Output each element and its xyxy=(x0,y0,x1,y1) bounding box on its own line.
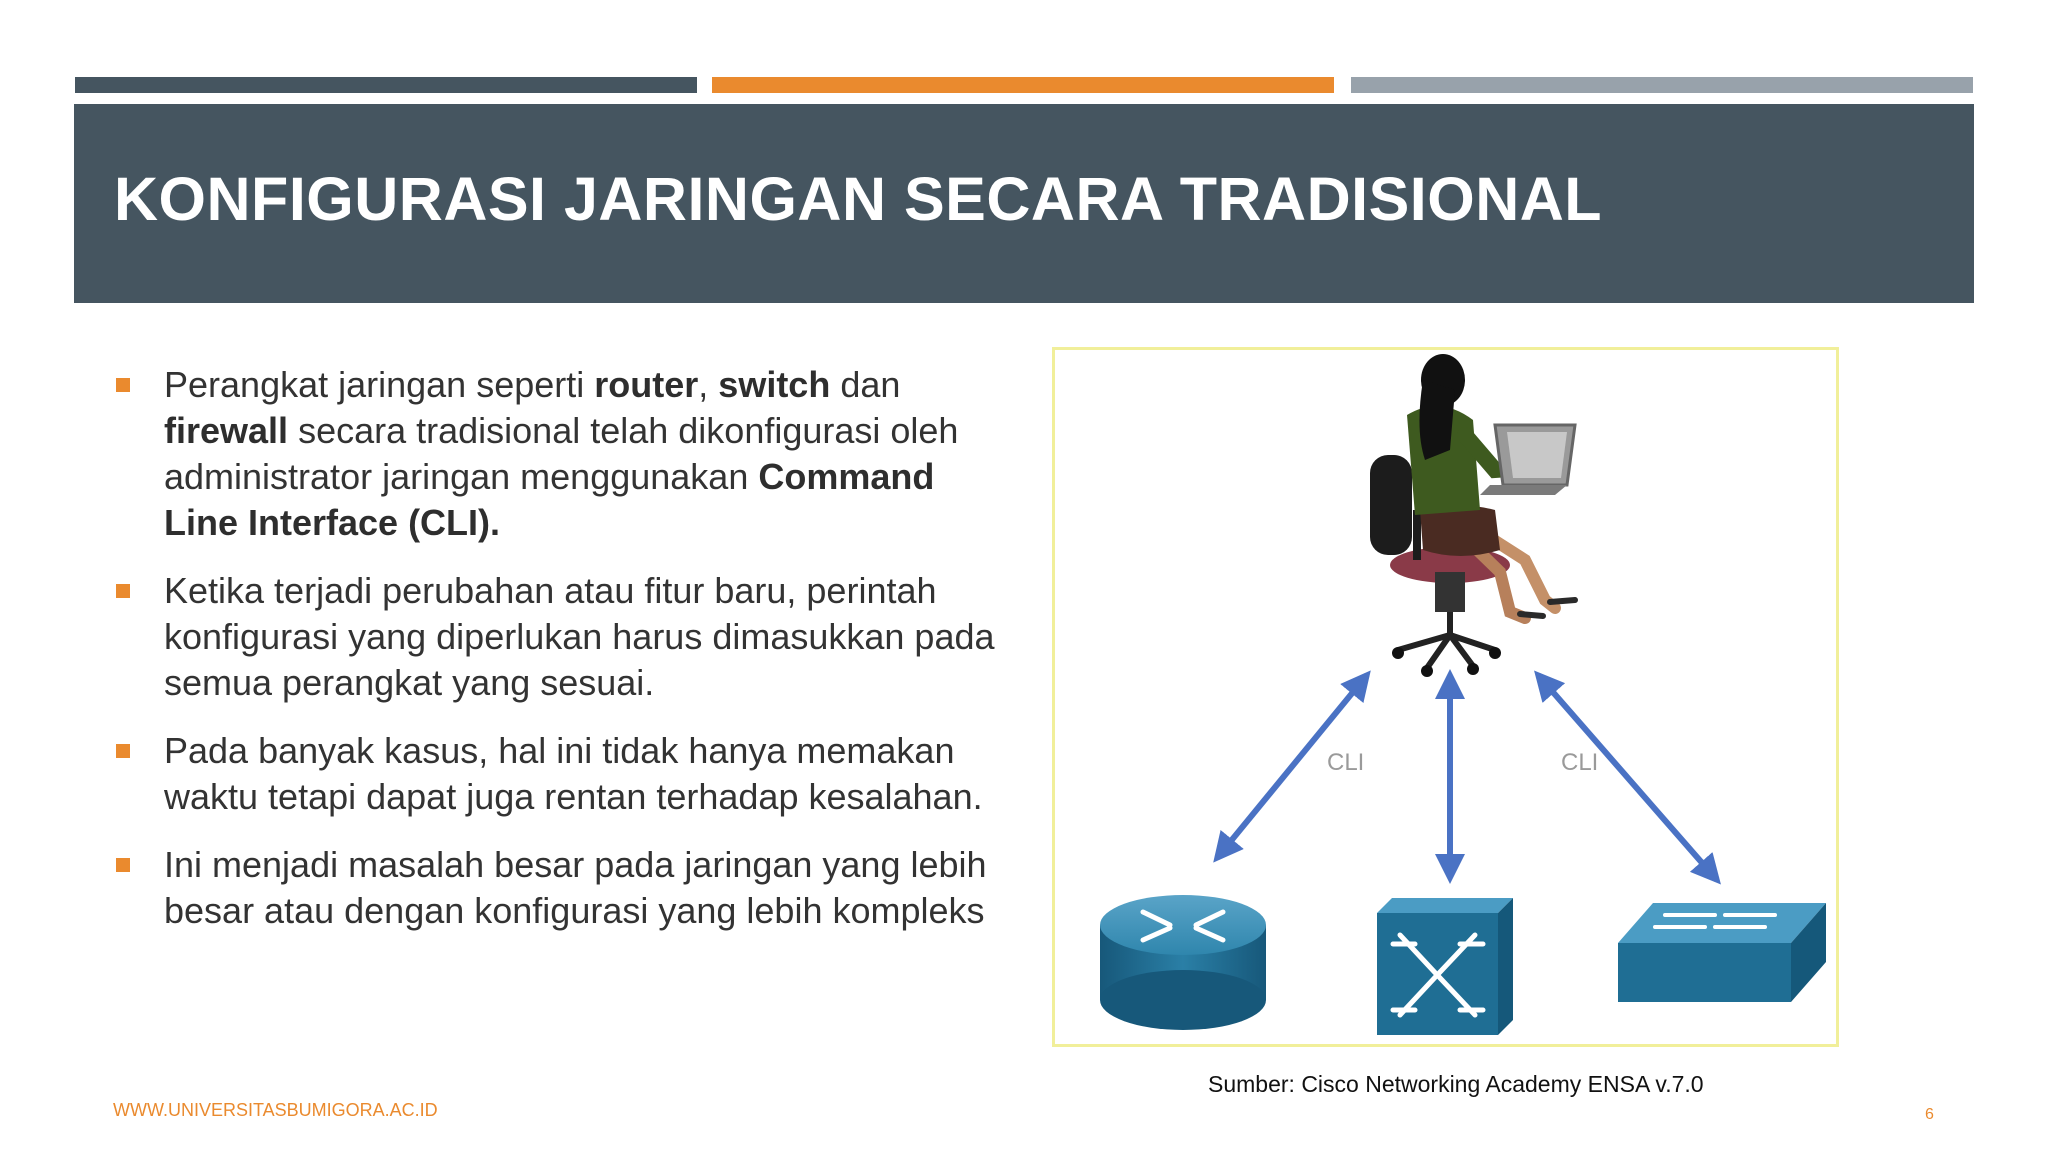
bullet-text: , xyxy=(698,364,719,405)
bullet-text-bold: firewall xyxy=(164,410,289,451)
admin-person-icon xyxy=(1370,354,1575,677)
top-bar-dark xyxy=(75,77,697,93)
bullet-item xyxy=(114,362,1014,546)
cli-label-right: CLI xyxy=(1561,749,1599,776)
bullet-list xyxy=(114,362,1014,956)
title-band xyxy=(74,104,1974,303)
top-bar-orange xyxy=(712,77,1334,93)
bullet-text: Ini menjadi masalah besar pada jaringan yang lebih besar atau dengan konfigurasi yang lebih kompleks xyxy=(164,844,987,931)
bullet-marker-icon xyxy=(116,744,130,758)
cli-arrows xyxy=(1217,675,1717,880)
bullet-text: Ketika terjadi perubahan atau fitur baru, perintah konfigurasi yang diperlukan harus dimasukkan pada semua perangkat yang sesuai. xyxy=(164,570,995,703)
bullet-text: secara tradisional telah dikonfigurasi oleh administrator jaringan menggunakan xyxy=(164,410,959,497)
arrow-to-multilayer-switch xyxy=(1538,675,1717,880)
cli-diagram xyxy=(1055,350,1842,1050)
multilayer-switch-icon xyxy=(1618,903,1826,1002)
bullet-item xyxy=(114,568,1014,706)
slide-title: KONFIGURASI JARINGAN SECARA TRADISIONAL xyxy=(114,165,1603,233)
bullet-text-bold: Command Line Interface (CLI). xyxy=(164,456,935,543)
bullet-text-bold: router xyxy=(594,364,699,405)
router-icon xyxy=(1100,895,1266,1030)
footer-website-link[interactable]: WWW.UNIVERSITASBUMIGORA.AC.ID xyxy=(113,1100,438,1120)
cli-diagram-figure xyxy=(1052,347,1839,1047)
bullet-item xyxy=(114,728,1014,820)
bullet-text-bold: switch xyxy=(718,364,831,405)
bullet-text: Perangkat jaringan seperti xyxy=(164,364,595,405)
switch-icon xyxy=(1377,898,1513,1035)
bullet-text: Pada banyak kasus, hal ini tidak hanya memakan waktu tetapi dapat juga rentan terhadap kesalahan. xyxy=(164,730,983,817)
cli-label-left: CLI xyxy=(1327,749,1365,776)
bullet-item xyxy=(114,842,1014,934)
bullet-text: dan xyxy=(830,364,901,405)
bullet-marker-icon xyxy=(116,378,130,392)
top-bar-gray xyxy=(1351,77,1973,93)
bullet-marker-icon xyxy=(116,584,130,598)
figure-source-caption: Sumber: Cisco Networking Academy ENSA v.7.0 xyxy=(1208,1071,1704,1097)
page-number: 6 xyxy=(1925,1106,1934,1123)
bullet-marker-icon xyxy=(116,858,130,872)
